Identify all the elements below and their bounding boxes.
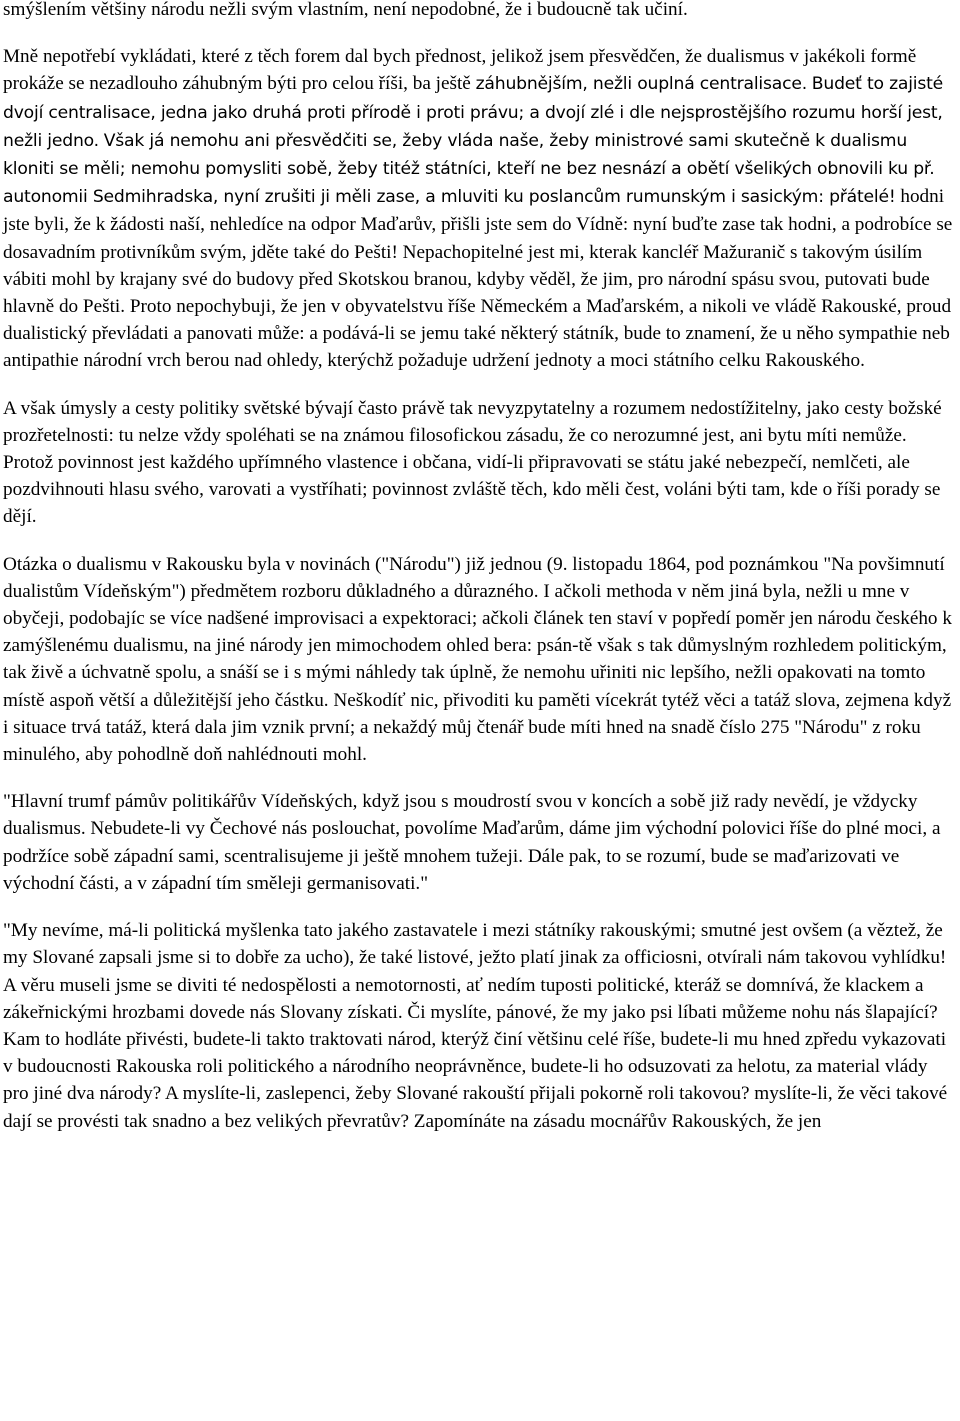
paragraph	[3, 43, 957, 374]
paragraph-text: "My nevíme, má-li politická myšlenka tato jakého zastavatele i mezi státníky rakouskými; smutné jest ovšem (a věztež, že my Slované zapsali jsme si to dobře za ucho), že také listové, ježto platí jinak za officiosni, otvírali nám takovou vyhlídku! A věru museli jsme se diviti té nedospělosti a nemotornosti, ať nedím tuposti politické, kteráž se domnívá, že klackem a zákeřnickými hrozbami dovede nás Slovany získati. Či myslíte, pánové, že my jako psi líbati můžeme nohu nás šlapající? Kam to hodláte přivésti, budete-li takto traktovati národ, kterýž činí většinu celé říše, budete-li mu hned zpředu vykazovati v budoucnosti Rakouska roli politického a národního neoprávněnce, budete-li ho odsuzovati za helotu, za material vlády pro jiné dva národy? A myslíte-li, zaslepenci, žeby Slované rakouští přijali pokorně roli takovou? myslíte-li, že věci takové dají se provésti tak snadno a bez velikých převratův? Zapomínáte na zásadu mocnářův Rakouských, že jen	[3, 920, 948, 1132]
paragraph-text: Otázka o dualismu v Rakousku byla v novinách ("Národu") již jednou (9. listopadu 1864, pod poznámkou "Na povšimnutí dualistům Vídeňským") předmětem rozboru důkladného a důrazného. I ačkoli methoda v něm jiná byla, nežli u mne v obyčeji, podobajíc se více nadšené improvisaci a expektoraci; ačkoli článek ten staví v popředí poměr jen národu českého k zamýšlenému dualismu, na jiné národy jen mimochodem ohled bera: psán-tě však s tak důmyslným rozhledem politickým, tak živě a úchvatně spolu, a snáší se i s mými náhledy tak úplně, že nemohu uřiniti nic lepšího, nežli opakovati na tomto místě aspoň větší a důležitější jeho částku. Neškodíť nic, přivoditi ku paměti vícekrát tytéž věci a tatáž slova, zejmena když i situace trvá tatáž, která dala jim vznik první; a nekaždý můj čtenář bude míti hned na snadě číslo 275 "Národu" z roku minulého, aby pohodlně doň nahlédnouti mohl.	[3, 553, 952, 766]
paragraph-text: smýšlením většiny národu nežli svým vlastním, není nepodobné, že i budoucně tak učiní.	[3, 0, 688, 20]
paragraph-text: "Hlavní trumf pámův politikářův Vídeňských, když jsou s moudrostí svou v koncích a sobě již rady nevědí, je vždycky dualismus. Nebudete-li vy Čechové nás poslouchat, povolíme Maďarům, dáme jim východní polovici říše do plné moci, a podržíce sobě západní sami, scentralisujeme ji ještě mnohem tužeji. Dále pak, to se rozumí, bude se maďarizovati ve východní části, a v západní tím směleji germanisovati."	[3, 791, 941, 894]
paragraph-text-sans: Však já nemohu ani přesvědčiti se, žeby vláda naše, žeby ministrové sami skutečně k dualismu kloniti se měli; nemohu pomysliti sobě, žeby titéž státníci, kteří ne bez nesnází a obětí všelikých obnovili ku př. autonomii Sedmihradska, nyní zrušiti ji měli zase, a mluviti ku poslancům rumunským i sasickým: přátelé!	[3, 130, 935, 208]
paragraph	[3, 788, 957, 897]
paragraph-text: Mně nepotřebí vykládati, které z těch forem dal bych přednost, jelikož jsem přesvědčen, že dualismus v jakékoli formě prokáže se nezadlouho záhubným býti pro celou říši, ba ještě	[3, 46, 917, 95]
paragraph-text-sans: záhubnějším, nežli ouplná centralisace.	[475, 74, 807, 95]
paragraph	[3, 917, 957, 1135]
paragraph	[3, 0, 957, 23]
document-page	[3, 0, 957, 1155]
paragraph	[3, 395, 957, 531]
paragraph-text-sans: Budeť to zajisté dvojí centralisace, jedna jako druhá proti přírodě i proti právu; a dvojí zlé i dle nejsprostějšího rozumu horší jest, nežli jedno.	[3, 74, 944, 151]
paragraph-text: A však úmysly a cesty politiky světské bývají často právě tak nevyzpytatelny a rozumem nedostížitelny, jako cesty božské prozřetelnosti: tu nelze vždy spoléhati se na známou filosofickou zásadu, že co nerozumné jest, ani bytu míti nemůže. Protož povinnost jest každého upřímného vlastence i občana, vidí-li připravovati se státu jaké nebezpečí, nemlčeti, ale pozdvihnouti hlasu svého, varovati a vystříhati; povinnost zvláště těch, kdo měli čest, voláni býti tam, kde o říši porady se dějí.	[3, 397, 942, 528]
paragraph-text: hodni jste byli, že k žádosti naší, nehledíce na odpor Maďarův, přišli jste sem do Vídně: nyní buďte zase tak hodni, a podrobíce se dosavadním protivníkům svým, jděte také do Pešti! Nepachopitelné jest mi, kterak kancléř Mažuranič s takovým úsilím vábiti mohl by krajany své do budovy před Skotskou branou, kdyby věděl, že jim, pro národní spásu svou, putovati bude hlavně do Pešti. Proto nepochybuji, že jen v obyvatelstvu říše Německém a Maďarském, a nikoli ve vládě Rakouské, proud dualistický převládati a panovati může: a podává-li se jemu také některý státník, bude to znamení, že u něho sympathie neb antipathie národní vrch berou nad ohledy, kterýchž požaduje udržení jednoty a moci státního celku Rakouského.	[3, 186, 953, 372]
paragraph	[3, 551, 957, 769]
